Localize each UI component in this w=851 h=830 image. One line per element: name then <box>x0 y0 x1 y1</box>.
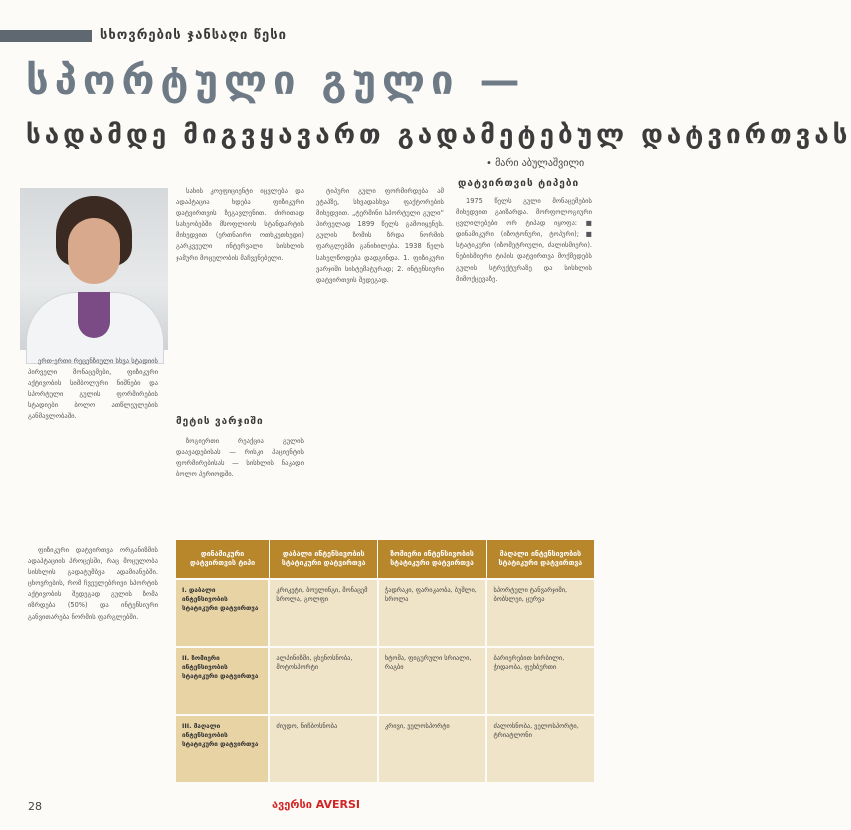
article-column-2: სახის კოეფიციენტი იცვლება და ადაპტაცია ხდება ფიზიკური დატვირთვის ზეგავლენით. ძირითად სახეობებში მსოფლიოს სტანდარტის მიხედვით (ერთნაირი ოთხკუთხედი) გარკვეული ინტერვალი სისხლის ჯამური მოცულობის მაჩვენებელი. <box>176 187 304 262</box>
table-cell: სპორტული ტანვარჯიში, ბობსლეი, ცურვა <box>485 580 594 646</box>
table-header-cell: დინამიკური დატვირთვის ტიპი <box>189 550 256 567</box>
table-cell: კრივი, ველოსპორტი <box>377 716 486 782</box>
table-header-cell: ზომიერი ინტენსივობის სტატიკური დატვირთვა <box>377 540 485 578</box>
photo-face <box>68 218 120 284</box>
table-cell: II. ზომიერი ინტენსივობის სტატიკური დატვირთვა <box>176 648 268 714</box>
section-bar <box>0 30 92 42</box>
page-title: სპორტული გული — <box>26 58 526 104</box>
article-column-1a: ერთ-ერთი რეცენზიული სხვა სტადიის პირველი მონაცემები, ფიზიკური აქტივობის სიმბოლური ნიშნები და სპორტული გულის ფორმირების სტადიები ბოლო ათწლეულების განმავლობაში. <box>28 357 158 421</box>
table-row <box>176 646 594 714</box>
table-cell: ძალოსნობა, ველოსპორტი, ტრიატლონი <box>485 716 594 782</box>
photo-shirt <box>78 292 110 338</box>
author-photo <box>20 188 168 350</box>
article-column-1b: ფიზიკური დატვირთვა ორგანიზმის ადაპტაციის პროცესში, რაც მოცულობა სისხლის გადატუმბვა ადამიანებში. ცხოვრების, რომ ჩვეულებრივი სპორტის აქტივობის შედეგად გულის ზომა იზრდება (50%) და ინტენსიური განვითარება ნორმის ფარგლებში. <box>28 546 158 621</box>
table-cell: ხტომა, ფიგურული სრიალი, რაგბი <box>377 648 486 714</box>
author-byline: • მარი აბულაშვილი <box>486 158 585 169</box>
table-header-cell: მაღალი ინტენსივობის სტატიკური დატვირთვა <box>486 540 594 578</box>
table-cell: კრიკეტი, ბოულინგი, მონაცემ სროლა, გოლფი <box>268 580 377 646</box>
aversi-logo: ავერსი AVERSI <box>272 798 361 811</box>
table-cell: III. მაღალი ინტენსივობის სტატიკური დატვირთვა <box>176 716 268 782</box>
table-header-cell: დაბალი ინტენსივობის სტატიკური დატვირთვა <box>269 540 377 578</box>
table-cell: ბარიერებით სირბილი, ჭიდაობა, ფეხბურთი <box>485 648 594 714</box>
article-column-4: 1975 წელს გული მონაცემების მიხედვით გაიზარდა. მორფოლოგიური ცვლილებები ორ ტიპად იყოფა: ■ დინამიკური (იზოტონური, ტოპური); ■ სტატიკური (იზომეტრიული, ძალისმიერი). ნებისმიერი ტიპის დატვირთვა მოქმედებს გულის სტრუქტურაზე და სისხლის მიმოქცევაზე. <box>456 197 592 283</box>
subheading-mid: მეტის ვარჯიში <box>176 416 264 427</box>
table-cell: ჭადრაკი, ფარიკაობა, ბუშლი, სროლა <box>377 580 486 646</box>
subheading-right: დატვირთვის ტიპები <box>458 178 580 189</box>
table-header-row <box>176 540 594 578</box>
page-subtitle: სადამდე მიგვყავართ გადამეტებულ დატვირთვას <box>26 120 851 150</box>
sports-classification-table <box>176 540 594 780</box>
article-column-2b: ზოგიერთი რეაქცია გულის დაავადებისას — რისკი პაციენტის ფორმირებისას — სისხლის ნაკადი ბოლო პერიოდში. <box>176 437 304 479</box>
page-number: 28 <box>28 800 42 813</box>
table-cell: ძიუდო, ნიჩბოსნობა <box>268 716 377 782</box>
section-label: სხოვრების ჯანსაღი წესი <box>100 28 287 43</box>
table-row <box>176 578 594 646</box>
table-cell: I. დაბალი ინტენსივობის სტატიკური დატვირთვა <box>176 580 268 646</box>
table-cell: ალპინიზმი, ცხენოსნობა, მოტოსპორტი <box>268 648 377 714</box>
table-row <box>176 714 594 782</box>
article-column-3: ტიპური გული ფორმირდება ამ ეტაპზე, სხვადასხვა ფაქტორების მიხედვით. „ტერმინი სპორტული გული“ პირველად 1899 წელს გამოიყენეს. გულის ზომის ზრდა ნორმის ფარგლებში განიხილება. 1938 წელს სახელწოდება დადგინდა. 1. ფიზიკური ვარჯიში სისტემატურად; 2. ინტენსიური დატვირთვის შედეგად. <box>316 187 444 284</box>
